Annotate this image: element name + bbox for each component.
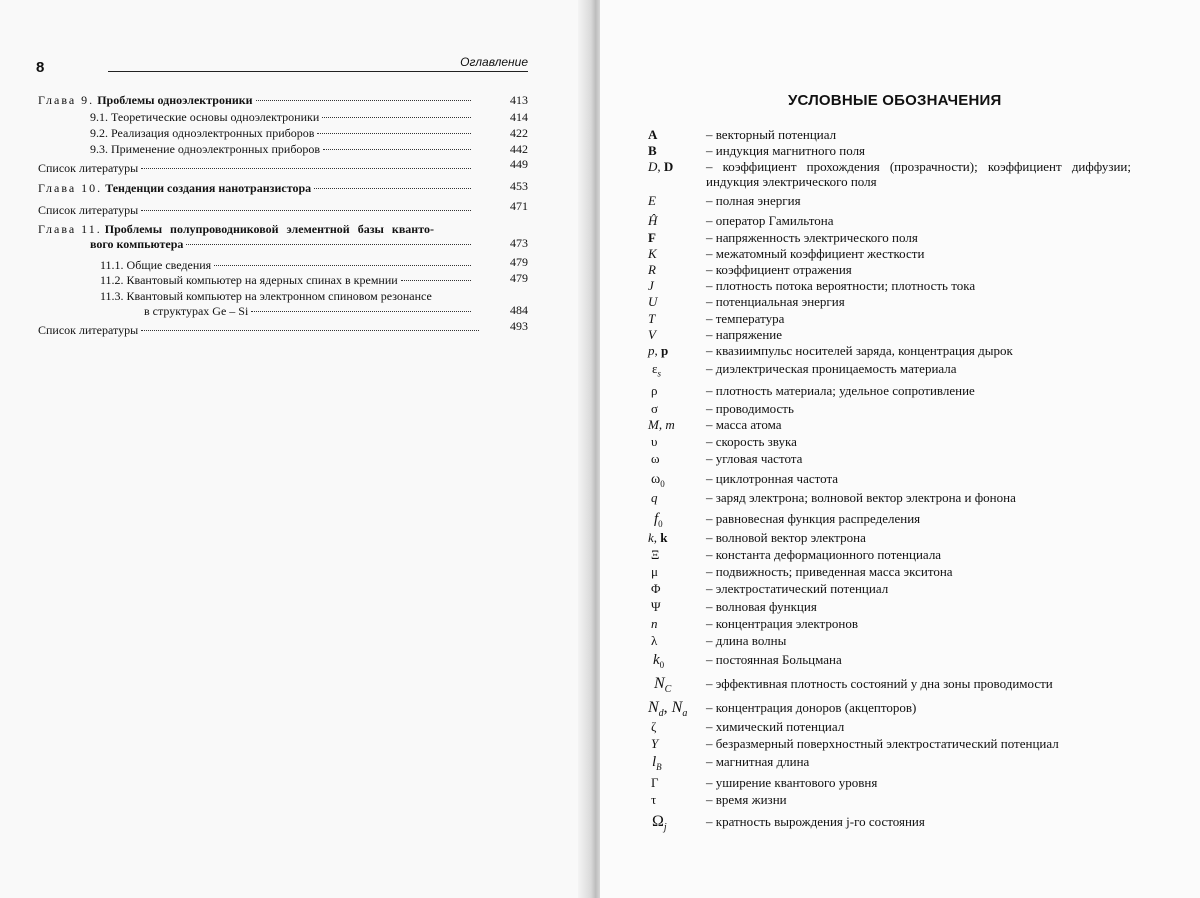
symbol-description: – коэффициент отражения xyxy=(706,262,852,277)
symbol-description: – напряжение xyxy=(706,327,783,342)
symbol-description: – оператор Гамильтона xyxy=(706,213,834,228)
toc-page-number: 453 xyxy=(510,179,528,193)
symbol: Y xyxy=(651,736,659,751)
symbol-row xyxy=(648,616,1131,632)
symbol-description: – заряд электрона; волновой вектор электрона и фонона xyxy=(706,490,1016,505)
symbol-description: – температура xyxy=(706,311,785,326)
dot-leader xyxy=(214,265,471,266)
symbol-description: – уширение квантового уровня xyxy=(706,775,878,790)
symbol-description: – межатомный коэффициент жесткости xyxy=(706,246,925,261)
symbol-description: – волновой вектор электрона xyxy=(706,530,866,545)
toc-entry-references-10[interactable]: Список литературы xyxy=(38,203,474,218)
toc-page-number: 479 xyxy=(510,271,528,285)
symbol-row xyxy=(648,193,1131,209)
symbol-description: – масса атома xyxy=(706,417,782,432)
symbol-row xyxy=(648,401,1131,417)
toc-page-number: 422 xyxy=(510,126,528,140)
symbol: Γ xyxy=(651,775,659,790)
symbol: $\omega_0$ xyxy=(651,472,665,489)
toc-page-number: 484 xyxy=(510,303,528,317)
symbol-description: – время жизни xyxy=(706,792,787,807)
header-rule xyxy=(108,71,528,72)
symbol: $\Omega_j$ xyxy=(652,813,667,834)
symbol-description: – коэффициент прохождения (прозрачности); коэффициент диффузии; индукция электрического поля xyxy=(706,159,1131,189)
symbol: A xyxy=(648,127,658,142)
symbol-row xyxy=(648,294,1131,310)
symbol-description: – проводимость xyxy=(706,401,794,416)
symbol-description: – кратность вырождения j-го состояния xyxy=(706,814,925,829)
symbol-row xyxy=(648,434,1131,450)
toc-entry-chapter-9[interactable]: Глава 9. Проблемы одноэлектроники xyxy=(38,93,474,108)
symbol-row xyxy=(648,143,1131,159)
symbol-row xyxy=(648,530,1131,546)
dot-leader xyxy=(256,100,471,101)
symbol-row xyxy=(648,246,1131,262)
running-head: Оглавление xyxy=(460,55,528,69)
toc-entry-chapter-11[interactable]: Глава 11. Проблемы полупроводниковой элементной базы кванто- вого компьютера xyxy=(38,222,486,252)
symbol: $N_C$ xyxy=(654,675,672,696)
symbol-row xyxy=(648,471,1131,489)
symbol-description: – полная энергия xyxy=(706,193,801,208)
dot-leader xyxy=(323,149,471,150)
symbol-row xyxy=(648,417,1131,433)
symbol-row xyxy=(648,311,1131,327)
dot-leader xyxy=(314,188,471,189)
toc-entry-section-11-2[interactable]: 11.2. Квантовый компьютер на ядерных спинах в кремнии xyxy=(100,273,474,288)
symbol: $\varepsilon_s$ xyxy=(652,361,661,379)
toc-page-number: 442 xyxy=(510,142,528,156)
dot-leader xyxy=(186,244,471,245)
symbol: M, m xyxy=(648,417,675,432)
toc-entry-references-11[interactable]: Список литературы xyxy=(38,323,482,338)
symbol-row xyxy=(648,564,1131,580)
symbol-description: – плотность потока вероятности; плотность тока xyxy=(706,278,976,293)
symbol-row xyxy=(648,278,1131,294)
symbol: $N_d$, $N_a$ xyxy=(648,699,688,720)
symbol-row xyxy=(648,451,1131,467)
symbol-row xyxy=(648,230,1131,246)
symbol: σ xyxy=(651,401,659,416)
symbol: τ xyxy=(651,792,657,807)
symbol-row xyxy=(648,719,1131,735)
symbol-row xyxy=(648,547,1131,563)
symbol-description: – равновесная функция распределения xyxy=(706,511,921,526)
symbol: n xyxy=(651,616,658,631)
symbol: $l_B$ xyxy=(652,754,662,772)
symbol-description: – безразмерный поверхностный электростатический потенциал xyxy=(706,736,1059,751)
toc-entry-section-11-3[interactable]: 11.3. Квантовый компьютер на электронном спиновом резонансе в структурах Ge – Si xyxy=(100,289,492,319)
symbol-description: – постоянная Больцмана xyxy=(706,652,842,667)
dot-leader xyxy=(141,168,471,169)
symbol-description: – квазиимпульс носителей заряда, концентрация дырок xyxy=(706,343,1013,358)
symbol: υ xyxy=(651,434,658,449)
symbol-row xyxy=(648,383,1131,399)
toc-entry-references-9[interactable]: Список литературы xyxy=(38,161,474,176)
symbol-row xyxy=(648,511,1131,529)
symbol: B xyxy=(648,143,657,158)
toc-entry-section-9-2[interactable]: 9.2. Реализация одноэлектронных приборов xyxy=(90,126,474,141)
symbol-description: – индукция магнитного поля xyxy=(706,143,866,158)
symbol: K xyxy=(648,246,657,261)
toc-page-number: 471 xyxy=(510,199,528,213)
symbol-description: – эффективная плотность состояний у дна зоны проводимости xyxy=(706,676,1053,691)
symbol-row xyxy=(648,652,1131,670)
symbol-description: – напряженность электрического поля xyxy=(706,230,918,245)
dot-leader xyxy=(141,330,479,331)
symbol-row xyxy=(648,675,1131,695)
symbol-row xyxy=(648,736,1131,752)
symbol: F xyxy=(648,230,656,245)
symbol: q xyxy=(651,490,658,505)
symbol: ρ xyxy=(651,383,658,398)
symbol-row xyxy=(648,127,1131,143)
dot-leader xyxy=(401,280,471,281)
symbol-description: – угловая частота xyxy=(706,451,803,466)
symbol: J xyxy=(648,278,654,293)
symbol-row xyxy=(648,262,1131,278)
toc-entry-section-9-3[interactable]: 9.3. Применение одноэлектронных приборов xyxy=(90,142,474,157)
page-number: 8 xyxy=(36,59,45,76)
left-page xyxy=(0,0,596,898)
symbol-description: – магнитная длина xyxy=(706,754,810,769)
symbol-row xyxy=(648,813,1131,833)
symbol-description: – плотность материала; удельное сопротивление xyxy=(706,383,975,398)
symbol: Φ xyxy=(651,581,661,596)
toc-page-number: 473 xyxy=(510,236,528,250)
dot-leader xyxy=(251,311,471,312)
symbol: R xyxy=(648,262,656,277)
symbol: μ xyxy=(651,564,658,579)
symbol-description: – диэлектрическая проницаемость материала xyxy=(706,361,957,376)
symbol-description: – электростатический потенциал xyxy=(706,581,889,596)
symbol-row xyxy=(648,159,1131,189)
toc-page-number: 413 xyxy=(510,93,528,107)
page-title: УСЛОВНЫЕ ОБОЗНАЧЕНИЯ xyxy=(788,92,1002,109)
symbol-description: – концентрация доноров (акцепторов) xyxy=(706,700,917,715)
dot-leader xyxy=(317,133,471,134)
dot-leader xyxy=(322,117,471,118)
symbol-description: – концентрация электронов xyxy=(706,616,858,631)
symbol-row xyxy=(648,754,1131,772)
symbol-row xyxy=(648,213,1131,229)
symbol-row xyxy=(648,343,1131,359)
toc-page-number: 414 xyxy=(510,110,528,124)
symbol-description: – подвижность; приведенная масса экситона xyxy=(706,564,953,579)
symbol: E xyxy=(648,193,656,208)
symbol: ω xyxy=(651,451,660,466)
symbol-row xyxy=(648,490,1131,506)
symbol-description: – волновая функция xyxy=(706,599,817,614)
symbol: U xyxy=(648,294,658,309)
dot-leader xyxy=(141,210,471,211)
symbol: V xyxy=(648,327,656,342)
symbol-description: – векторный потенциал xyxy=(706,127,837,142)
symbol-description: – потенциальная энергия xyxy=(706,294,845,309)
symbol-description: – циклотронная частота xyxy=(706,471,839,486)
symbol: λ xyxy=(651,633,658,648)
symbol: ζ xyxy=(651,719,657,734)
symbol: Ĥ xyxy=(648,213,658,228)
symbol: T xyxy=(648,311,656,326)
symbol-description: – константа деформационного потенциала xyxy=(706,547,942,562)
symbol-row xyxy=(648,599,1131,615)
symbol-row xyxy=(648,581,1131,597)
symbol-description: – длина волны xyxy=(706,633,787,648)
symbol: $k_0$ xyxy=(653,652,665,670)
symbol-description: – химический потенциал xyxy=(706,719,845,734)
symbol: Ψ xyxy=(651,599,661,614)
symbol: Ξ xyxy=(651,547,660,562)
symbol-row xyxy=(648,327,1131,343)
toc-page-number: 449 xyxy=(510,157,528,171)
symbol: D, D xyxy=(648,159,674,174)
toc-entry-section-11-1[interactable]: 11.1. Общие сведения xyxy=(100,258,474,273)
symbol-row xyxy=(648,361,1131,379)
toc-page-number: 479 xyxy=(510,255,528,269)
symbol-row xyxy=(648,633,1131,649)
symbol: k, k xyxy=(648,530,668,545)
symbol: $f_0$ xyxy=(654,511,663,529)
symbol-row xyxy=(648,792,1131,808)
toc-entry-section-9-1[interactable]: 9.1. Теоретические основы одноэлектроники xyxy=(90,110,474,125)
symbol: p, p xyxy=(648,343,669,358)
symbol-row xyxy=(648,775,1131,791)
symbol-description: – скорость звука xyxy=(706,434,797,449)
symbol-row xyxy=(648,699,1131,719)
toc-entry-chapter-10[interactable]: Глава 10. Тенденции создания нанотранзистора xyxy=(38,181,474,196)
toc-page-number: 493 xyxy=(510,319,528,333)
